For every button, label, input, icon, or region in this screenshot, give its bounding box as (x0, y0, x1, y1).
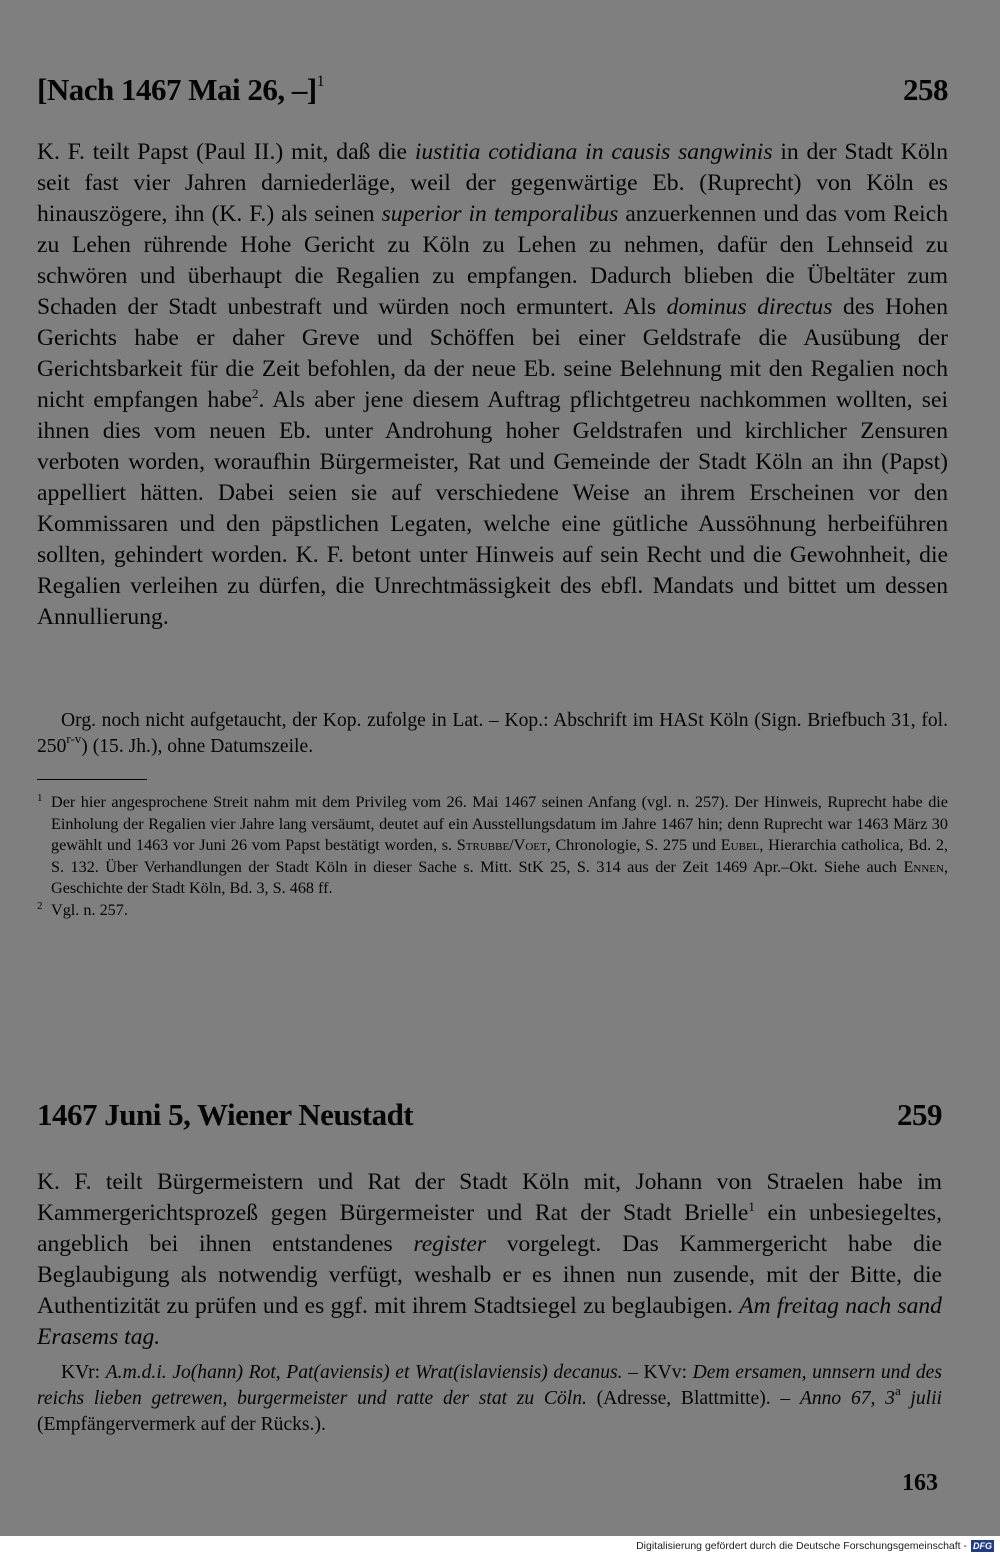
footnote-divider (37, 779, 147, 780)
regest-text: ein unbesiegeltes, angeblich bei ihnen entstandenes (37, 1200, 943, 1257)
dfg-logo-icon: DFG (973, 1541, 992, 1551)
regest-text: . Als aber jene diesem Auftrag pflichtgetreu nachkommen wollten, sei ihnen dies vom neuen Eb. unter Androhung hoher Geldstrafen und kirchlicher Zensuren verboten worden, woraufhin Bürgermeister, Rat und Gemeinde der Stadt Köln an ihn (Papst) appelliert hätten. Dabei seien sie auf verschiedene Weise an ihrem Erscheinen vor den Kommissaren und den päpstlichen Legaten, welche eine gütliche Aussöhnung herbeiführen sollten, gehindert worden. K. F. betont unter Hinweis auf sein Recht und die Gewohnheit, die Regalien verleihen zu dürfen, die Unrechtmässigkeit des ebfl. Mandats und bittet um dessen Annullierung. (37, 387, 948, 630)
funding-text: Digitalisierung gefördert durch die Deutsche Forschungsgemeinschaft - (636, 1540, 967, 1552)
entry-259-date: 1467 Juni 5, Wiener Neustadt (37, 1097, 414, 1132)
footnote-2 (37, 900, 948, 922)
entry-258-date (37, 72, 324, 108)
ordinal-superscript: a (894, 1383, 901, 1398)
author-name: Ennen (903, 857, 944, 876)
footnote-ref: 2 (251, 386, 259, 401)
footnote-number: 2 (37, 899, 43, 912)
entry-259-regest (37, 1167, 942, 1353)
funding-footer (0, 1536, 1000, 1556)
footnote-ref: 1 (748, 1199, 755, 1214)
regest-text: anzuerkennen und das vom Reich zu Lehen rührende Hohe Gericht zu Köln zu Lehen zu nehmen, dafür den Lehnseid zu schwören und überhaupt die Regalien zu empfangen. Dadurch blieben die Übeltäter zum Schaden der Stadt unbestraft und würden noch ermuntert. Als (37, 201, 949, 320)
entry-258-regest (37, 137, 948, 633)
regest-latin-quote: register (413, 1231, 487, 1257)
receipt-note: Anno 67, 3 (799, 1388, 895, 1409)
regest-latin-quote: iustitia cotidiana in causis sangwinis (414, 139, 773, 165)
source-note-text: (Adresse, Blattmitte). – (586, 1388, 800, 1409)
regest-text: in der Stadt Köln seit fast vier Jahren darniederläge, weil der gegenwärtige Eb. (Ruprecht) von Köln es hinauszögere, ihn (K. F.) als seinen (37, 139, 948, 227)
footnote-1 (37, 792, 948, 900)
receipt-note: julii (900, 1388, 942, 1409)
footnote-text: , Hierarchia catholica, Bd. 2, S. 132. Über Verhandlungen der Stadt Köln in dieser Sache s. Mitt. StK 25, S. 314 aus der Zeit 1469 Apr.–Okt. Siehe auch (51, 836, 949, 876)
regest-dating-clause: Am freitag nach sand Erasems tag. (37, 1293, 942, 1350)
footnote-text: , Chronologie, S. 275 und (546, 836, 721, 854)
author-name: Eubel (720, 836, 760, 854)
page-number: 163 (902, 1470, 938, 1496)
source-note-text: – KVv: (622, 1362, 693, 1383)
entry-259-number: 259 (897, 1097, 942, 1132)
entry-259-source-note (37, 1360, 942, 1438)
chancery-note: A.m.d.i. Jo(hann) Rot, Pat(aviensis) et Wrat(islaviensis) decanus. (105, 1362, 623, 1383)
footnote-number: 1 (37, 792, 43, 804)
entry-258-heading (37, 72, 948, 108)
source-note-text: KVr: (61, 1362, 106, 1383)
footnote-text: , Geschichte der Stadt Köln, Bd. 3, S. 468 ff. (51, 857, 948, 897)
folio-superscript: r-v (66, 731, 82, 746)
source-note-text: Org. noch nicht aufgetaucht, der Kop. zufolge in Lat. – Kop.: Abschrift im HASt Köln (Sign. Briefbuch 31, fol. 250 (37, 710, 948, 757)
regest-text: K. F. teilt Bürgermeistern und Rat der Stadt Köln mit, Johann von Straelen habe im Kammergerichtsprozeß gegen Bürgermeister und Rat der Stadt Brielle (37, 1169, 942, 1226)
regest-text: K. F. teilt Papst (Paul II.) mit, daß die (37, 139, 415, 165)
source-note-text: ) (15. Jh.), ohne Datumszeile. (81, 736, 314, 757)
entry-258-source-note (37, 708, 948, 760)
entry-258-number: 258 (903, 72, 948, 107)
entry-258-date-text: [Nach 1467 Mai 26, –] (37, 72, 317, 107)
source-note-text: (Empfängervermerk auf der Rücks.). (37, 1414, 326, 1435)
regest-latin-quote: superior in temporalibus (381, 201, 619, 227)
entry-259-heading (37, 1097, 942, 1133)
regest-text: des Hohen Gerichts habe er daher Greve und Schöffen bei einer Geldstrafe die Ausübung der Gerichtsbarkeit für die Zeit befohlen, da der neue Eb. seine Belehnung mit den Regalien noch nicht empfangen habe (37, 294, 948, 413)
regest-text: vorgelegt. Das Kammergericht habe die Beglaubigung als notwendig verfügt, weshalb er es ihnen nun zusende, mit der Bitte, die Authentizität zu prüfen und es ggf. mit ihrem Stadtsiegel zu beglaubigen. (37, 1231, 942, 1319)
author-name: Strubbe/Voet (456, 836, 547, 854)
footnote-text: Der hier angesprochene Streit nahm mit dem Privileg vom 26. Mai 1467 seinen Anfang (vgl. n. 257). Der Hinweis, Ruprecht habe die Einholung der Regalien vier Jahre lang versäumt, deutet auf ein Ausstellungsdatum im Jahre 1467 hin; denn Ruprecht war 1463 März 30 gewählt und 1463 vor Juni 26 vom Papst bestätigt worden, s. (51, 793, 948, 854)
footnote-text: Vgl. n. 257. (51, 900, 128, 919)
heading-footnote-ref: 1 (316, 73, 325, 90)
regest-latin-quote: dominus directus (666, 294, 833, 320)
footnotes (37, 792, 948, 921)
address-quote: Dem ersamen, unnsern und des reichs lieben getrewen, burgermeister und ratte der stat zu Cöln. (37, 1362, 942, 1409)
